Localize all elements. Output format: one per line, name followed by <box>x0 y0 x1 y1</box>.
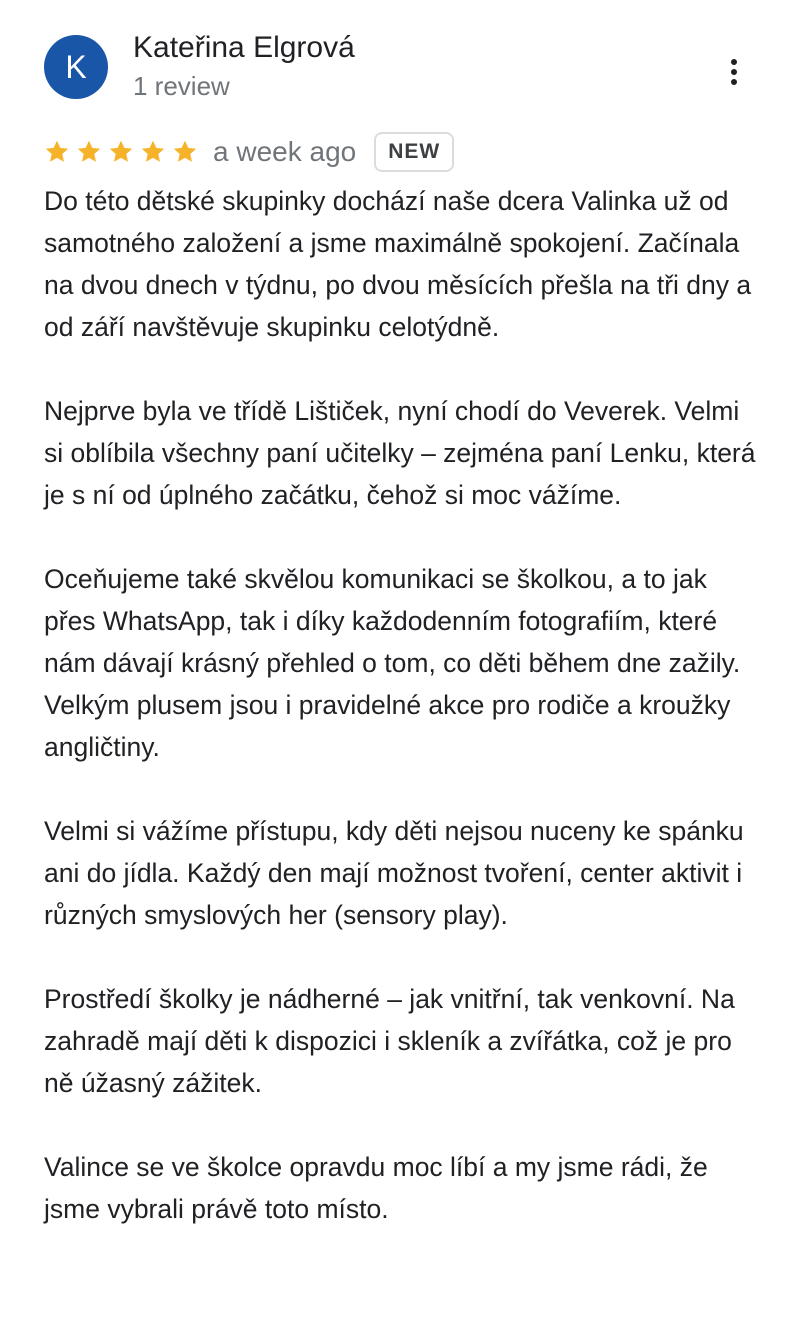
review-paragraph: Valince se ve školce opravdu moc líbí a my jsme rádi, že jsme vybrali právě toto místo. <box>44 1152 708 1224</box>
review-paragraph: Nejprve byla ve třídě Lištiček, nyní chodí do Veverek. Velmi si oblíbila všechny paní učitelky – zejména paní Lenku, která je s ní od úplného začátku, čehož si moc vážíme. <box>44 396 756 510</box>
new-badge: NEW <box>374 132 454 172</box>
star-icon <box>76 139 102 165</box>
star-icon <box>44 139 70 165</box>
star-icon <box>172 139 198 165</box>
star-icon <box>140 139 166 165</box>
review-text <box>44 180 764 1230</box>
star-icon <box>108 139 134 165</box>
review-paragraph: Prostředí školky je nádherné – jak vnitřní, tak venkovní. Na zahradě mají děti k dispozici i skleník a zvířátka, což je pro ně úžasný zážitek. <box>44 984 735 1098</box>
avatar[interactable]: K <box>44 35 108 99</box>
more-vert-icon <box>712 50 756 94</box>
reviewer-review-count: 1 review <box>133 71 230 101</box>
review-time: a week ago <box>213 136 357 167</box>
star-rating <box>44 130 204 174</box>
review-paragraph: Velmi si vážíme přístupu, kdy děti nejsou nuceny ke spánku ani do jídla. Každý den mají možnost tvoření, center aktivit i různých smyslových her (sensory play). <box>44 816 744 930</box>
rating-row <box>44 130 454 174</box>
more-options-button[interactable] <box>712 50 756 94</box>
review-paragraph: Oceňujeme také skvělou komunikaci se školkou, a to jak přes WhatsApp, tak i díky každodenním fotografiím, které nám dávají krásný přehled o tom, co děti během dne zažily. Velkým plusem jsou i pravidelné akce pro rodiče a kroužky angličtiny. <box>44 564 741 762</box>
review-paragraph: Do této dětské skupinky dochází naše dcera Valinka už od samotného založení a jsme maximálně spokojení. Začínala na dvou dnech v týdnu, po dvou měsících přešla na tři dny a od září navštěvuje skupinku celotýdně. <box>44 186 752 342</box>
reviewer-name[interactable]: Kateřina Elgrová <box>133 31 355 64</box>
